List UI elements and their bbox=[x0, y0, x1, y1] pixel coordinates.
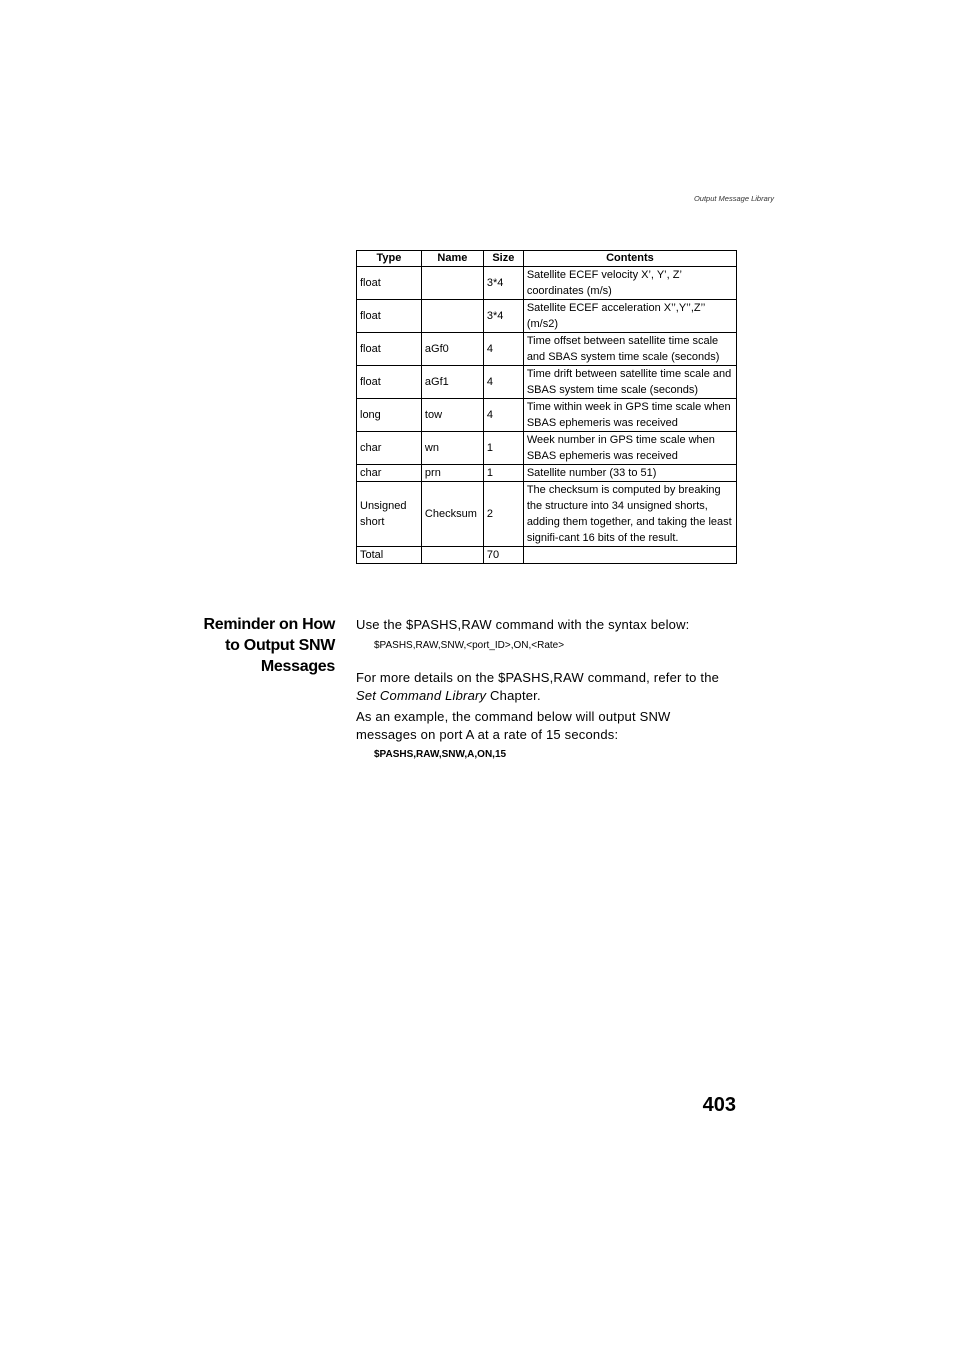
cell-size: 3*4 bbox=[483, 300, 523, 333]
cell-contents: Time drift between satellite time scale and SBAS system time scale (seconds) bbox=[523, 366, 736, 399]
cell-size: 3*4 bbox=[483, 267, 523, 300]
cell-contents: Time within week in GPS time scale when SBAS ephemeris was received bbox=[523, 399, 736, 432]
cell-type: float bbox=[357, 267, 422, 300]
table-row bbox=[357, 267, 737, 300]
cell-type: float bbox=[357, 300, 422, 333]
cell-type: float bbox=[357, 366, 422, 399]
cell-size: 4 bbox=[483, 366, 523, 399]
table-row bbox=[357, 465, 737, 482]
section-heading: Reminder on How to Output SNW Messages bbox=[203, 616, 335, 675]
cell-name bbox=[421, 547, 483, 564]
details-suffix: Chapter. bbox=[486, 688, 541, 703]
cell-type: Unsigned short bbox=[357, 482, 422, 547]
cell-type: long bbox=[357, 399, 422, 432]
cell-contents: Satellite number (33 to 51) bbox=[523, 465, 736, 482]
table-row bbox=[357, 333, 737, 366]
running-header: Output Message Library bbox=[693, 194, 774, 203]
cell-size: 1 bbox=[483, 465, 523, 482]
cell-contents: Satellite ECEF acceleration X’’,Y’’,Z’’ (m/s2) bbox=[523, 300, 736, 333]
message-fields-table bbox=[356, 250, 737, 564]
cell-type: char bbox=[357, 465, 422, 482]
syntax-line: $PASHS,RAW,SNW,<port_ID>,ON,<Rate> bbox=[374, 640, 565, 651]
cell-size: 70 bbox=[483, 547, 523, 564]
table-row bbox=[357, 300, 737, 333]
cell-contents: Week number in GPS time scale when SBAS ephemeris was received bbox=[523, 432, 736, 465]
cell-name: aGf1 bbox=[421, 366, 483, 399]
cell-size: 4 bbox=[483, 399, 523, 432]
cell-name: prn bbox=[421, 465, 483, 482]
table-row bbox=[357, 432, 737, 465]
set-command-library-reference: Set Command Library bbox=[356, 688, 487, 703]
cell-name: aGf0 bbox=[421, 333, 483, 366]
table-header-row bbox=[357, 251, 737, 267]
column-header-type: Type bbox=[357, 251, 422, 267]
cell-size: 2 bbox=[483, 482, 523, 547]
column-header-name: Name bbox=[421, 251, 483, 267]
cell-contents bbox=[523, 547, 736, 564]
cell-type: Total bbox=[357, 547, 422, 564]
cell-contents: Satellite ECEF velocity X’, Y’, Z’ coordinates (m/s) bbox=[523, 267, 736, 300]
cell-type: float bbox=[357, 333, 422, 366]
column-header-contents: Contents bbox=[523, 251, 736, 267]
table-row bbox=[357, 366, 737, 399]
cell-size: 1 bbox=[483, 432, 523, 465]
example-command: $PASHS,RAW,SNW,A,ON,15 bbox=[374, 749, 507, 760]
column-header-size: Size bbox=[483, 251, 523, 267]
example-paragraph: As an example, the command below will output SNW messages on port A at a rate of 15 seconds: bbox=[356, 709, 671, 742]
cell-contents: The checksum is computed by breaking the structure into 34 unsigned shorts, adding them together, and taking the least signifi-cant 16 bits of the result. bbox=[523, 482, 736, 547]
cell-name: tow bbox=[421, 399, 483, 432]
table-row-total bbox=[357, 547, 737, 564]
details-paragraph bbox=[356, 669, 741, 705]
cell-size: 4 bbox=[483, 333, 523, 366]
cell-name: Checksum bbox=[421, 482, 483, 547]
details-prefix: For more details on the $PASHS,RAW command, refer to the bbox=[356, 670, 720, 685]
intro-paragraph: Use the $PASHS,RAW command with the syntax below: bbox=[356, 617, 690, 632]
cell-name bbox=[421, 267, 483, 300]
cell-type: char bbox=[357, 432, 422, 465]
cell-name: wn bbox=[421, 432, 483, 465]
cell-contents: Time offset between satellite time scale and SBAS system time scale (seconds) bbox=[523, 333, 736, 366]
table-row bbox=[357, 399, 737, 432]
page-number: 403 bbox=[702, 1094, 736, 1116]
table-row bbox=[357, 482, 737, 547]
cell-name bbox=[421, 300, 483, 333]
